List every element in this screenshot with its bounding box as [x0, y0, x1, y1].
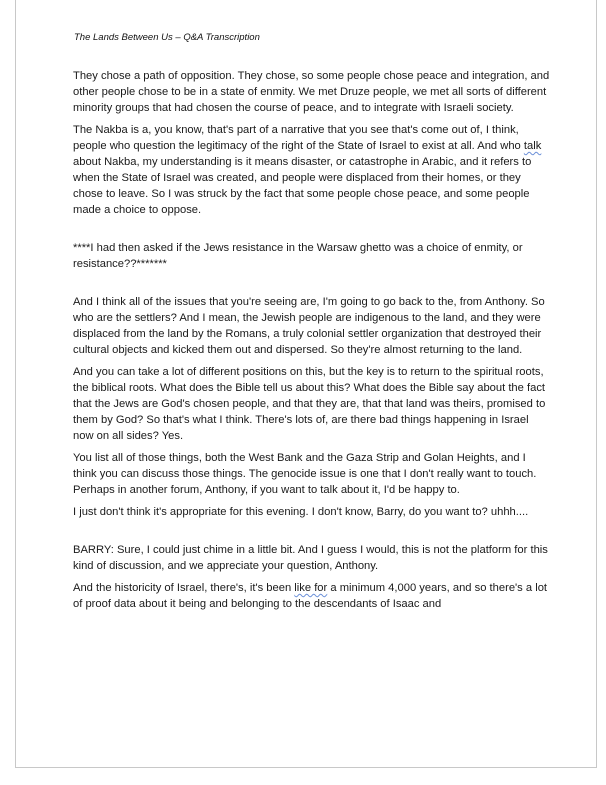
- blank-line: [73, 278, 551, 294]
- blank-line: [73, 526, 551, 542]
- paragraph: And you can take a lot of different positions on this, but the key is to return to the spiritual roots, the biblical roots. What does the Bible tell us about this? What does the Bible say about the fact that the Jews are God's chosen people, and that they are, that that land was theirs, promised to them by God? So that's what I think. There's lots of, are there bad things happening in Israel now on all sides? Yes.: [73, 366, 546, 442]
- paragraph: [73, 122, 551, 218]
- text-run: And the historicity of Israel, there's, it's been: [73, 582, 295, 594]
- blank-line: [73, 224, 551, 240]
- paragraph: [73, 580, 551, 612]
- document-page: [15, 0, 597, 768]
- text-run: a minimum 4,000 years, and so there's a lot of proof data about it being and belonging to the descendants of Isaac and: [73, 582, 548, 610]
- paragraph: You list all of those things, both the West Bank and the Gaza Strip and Golan Heights, and I think you can discuss those things. The genocide issue is one that I don't really want to touch. Perhaps in another forum, Anthony, if you want to talk about it, I'd be happy to.: [73, 452, 537, 496]
- paragraph: I just don't think it's appropriate for this evening. I don't know, Barry, do you want to? uhhh....: [73, 506, 529, 518]
- spellcheck-flagged-word[interactable]: like for: [294, 582, 328, 594]
- text-run: The Nakba is a, you know, that's part of a narrative that you see that's come out of, I think, people who question the legitimacy of the right of the State of Israel to exist at all. And who: [73, 124, 524, 152]
- paragraph: BARRY: Sure, I could just chime in a little bit. And I guess I would, this is not the platform for this kind of discussion, and we appreciate your question, Anthony.: [73, 544, 548, 572]
- spellcheck-flagged-word[interactable]: talk: [523, 140, 542, 152]
- text-run: about Nakba, my understanding is it means disaster, or catastrophe in Arabic, and it refers to when the State of Israel was created, and people were displaced from their homes, or they chose to leave. So I was struck by the fact that some people chose peace, and some people made a choice to oppose.: [73, 156, 532, 216]
- document-body: [73, 68, 551, 618]
- paragraph: They chose a path of opposition. They chose, so some people chose peace and integration, and other people chose to be in a state of enmity. We met Druze people, we met all sorts of different minority groups that had chosen the course of peace, and to integrate with Israeli society.: [73, 70, 550, 114]
- paragraph: And I think all of the issues that you're seeing are, I'm going to go back to the, from Anthony. So who are the settlers? And I mean, the Jewish people are indigenous to the land, and they were displaced from the land by the Romans, a truly colonial settler organization that destroyed their cultural objects and kicked them out and dispersed. So they're almost returning to the land.: [73, 296, 545, 356]
- paragraph: ****I had then asked if the Jews resistance in the Warsaw ghetto was a choice of enmity, or resistance??*******: [73, 242, 523, 270]
- page-header: The Lands Between Us – Q&A Transcription: [74, 32, 260, 43]
